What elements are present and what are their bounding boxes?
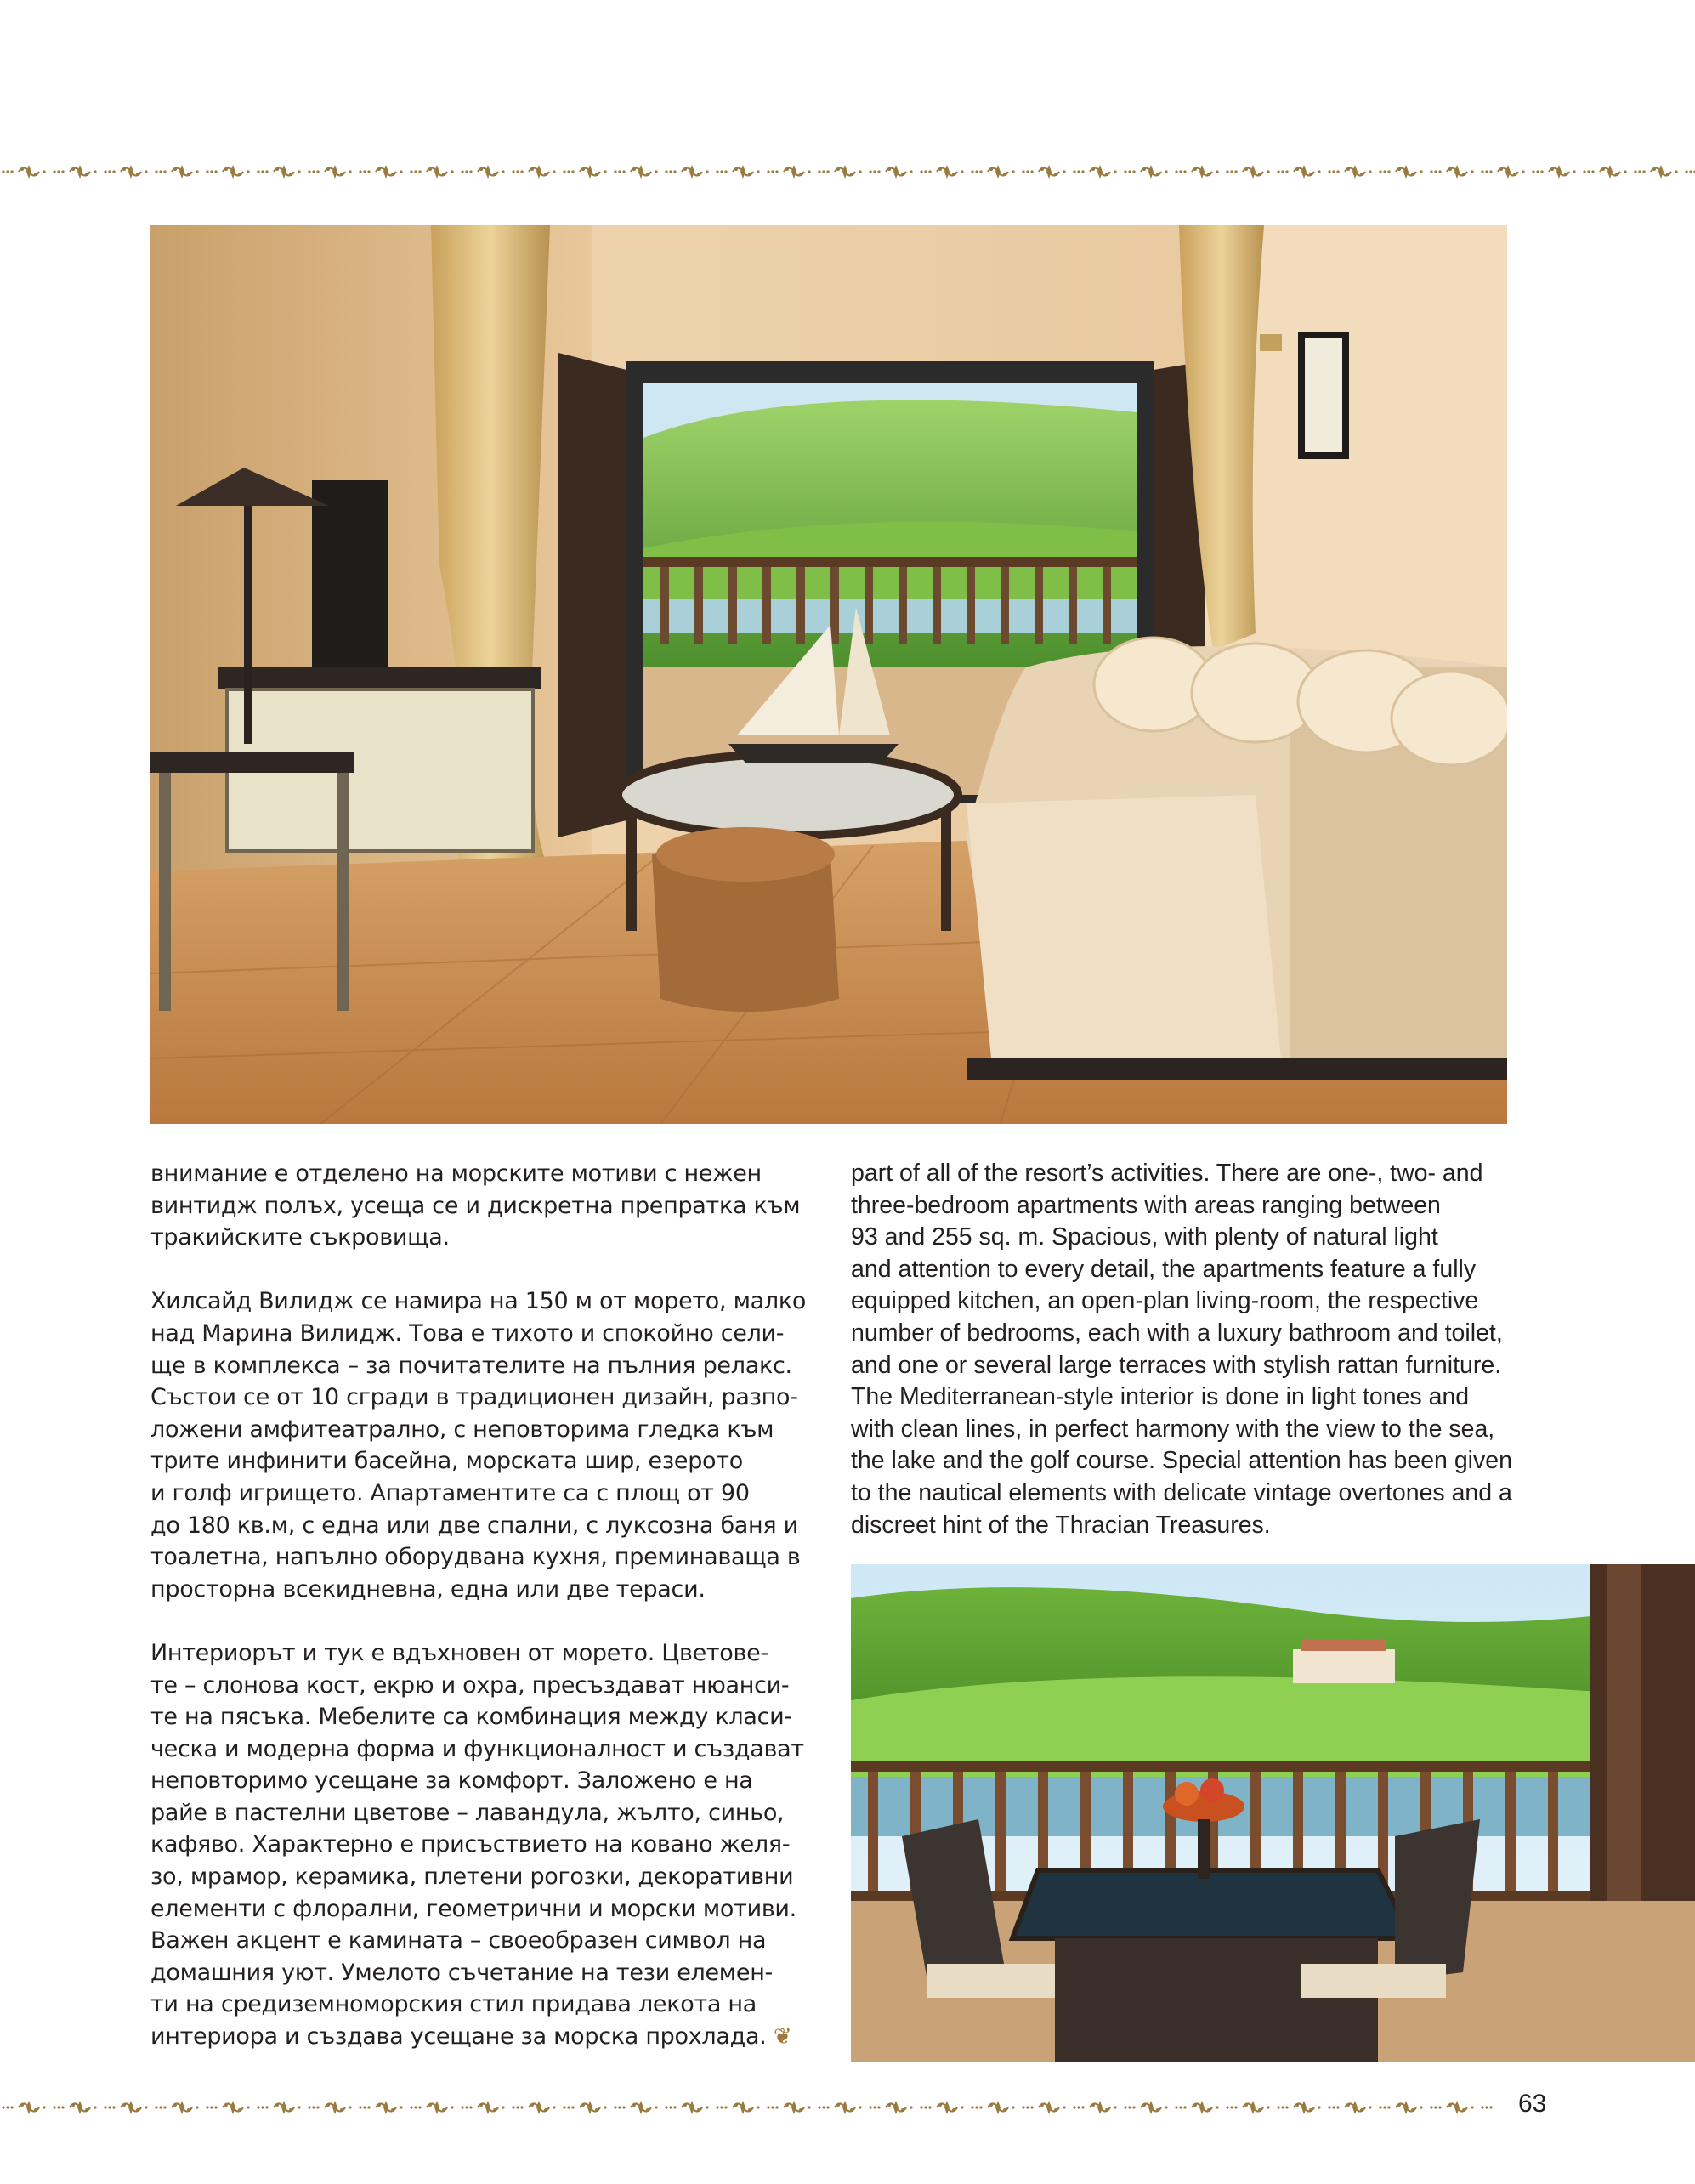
text-line: Важен акцент е камината – своеобразен символ на [150, 1927, 767, 1954]
ornamental-border-bottom [0, 2096, 1496, 2119]
bulgarian-paragraph-3 [150, 1637, 813, 2054]
text-line: and attention to every detail, the apartments feature a fully [851, 1255, 1477, 1283]
bulgarian-text-column [150, 1158, 813, 2085]
text-line: ще в комплекса – за почитателите на пълния релакс. [150, 1352, 792, 1379]
end-mark-icon: ❦ [773, 2024, 792, 2051]
living-room-photo [150, 225, 1507, 1124]
text-line: те на пясъка. Мебелите са комбинация между класи- [150, 1704, 792, 1731]
text-line: неповторимо усещане за комфорт. Заложено е на [150, 1767, 753, 1795]
text-line: discreet hint of the Thracian Treasures. [851, 1511, 1271, 1539]
bulgarian-paragraph-1 [150, 1158, 813, 1254]
text-line: и голф игрището. Апартаментите са с площ от 90 [150, 1479, 750, 1506]
text-line: Състои се от 10 сгради в традиционен дизайн, разпо- [150, 1384, 798, 1411]
text-line: and one or several large terraces with stylish rattan furniture. [851, 1351, 1502, 1379]
text-line-content: интериора и създава усещане за морска прохлада. [150, 2023, 767, 2051]
text-line: equipped kitchen, an open-plan living-room, the respective [851, 1287, 1479, 1315]
text-line: number of bedrooms, each with a luxury bathroom and toilet, [851, 1319, 1503, 1347]
text-line: тракийските съкровища. [150, 1224, 450, 1251]
english-paragraph [851, 1158, 1514, 1541]
text-line: винтидж полъх, усеща се и дискретна препратка към [150, 1192, 801, 1219]
ornamental-border-top [0, 160, 1695, 184]
text-line: Интериорът и тук е вдъхновен от морето. Цветове- [150, 1639, 768, 1666]
text-line: те – слонова кост, екрю и охра, пресъздават нюанси- [150, 1671, 790, 1699]
text-line: елементи с флорални, геометрични и морски мотиви. [150, 1895, 796, 1922]
text-line: the lake and the golf course. Special attention has been given [851, 1447, 1512, 1475]
text-line: three-bedroom apartments with areas ranging between [851, 1191, 1441, 1219]
text-line: 93 and 255 sq. m. Spacious, with plenty of natural light [851, 1223, 1438, 1251]
text-line: part of all of the resort’s activities. There are one-, two- and [851, 1160, 1483, 1187]
text-line: Хилсайд Вилидж се намира на 150 м от морето, малко [150, 1288, 807, 1315]
text-line: зо, мрамор, керамика, плетени рогозки, декоративни [150, 1863, 794, 1891]
text-line: кафяво. Характерно е присъствието на ковано желя- [150, 1831, 791, 1858]
page-number: 63 [1518, 2090, 1547, 2118]
text-line: to the nautical elements with delicate vintage overtones and a [851, 1478, 1512, 1506]
text-line: The Mediterranean-style interior is done in light tones and [851, 1383, 1470, 1411]
text-line: тоалетна, напълно оборудвана кухня, преминаваща в [150, 1544, 801, 1571]
text-line: трите инфинити басейна, морската шир, езерото [150, 1448, 743, 1475]
text-line: with clean lines, in perfect harmony with the view to the sea, [851, 1415, 1495, 1443]
text-line: райе в пастелни цветове – лавандула, жълто, синьо, [150, 1799, 785, 1826]
english-text-column [851, 1158, 1514, 1574]
text-line: ческа и модерна форма и функционалност и създават [150, 1735, 804, 1762]
terrace-photo [851, 1564, 1695, 2062]
bulgarian-paragraph-2 [150, 1285, 813, 1605]
text-line: ти на средиземноморския стил придава лекота на [150, 1991, 757, 2018]
text-line: домашния уют. Умелото съчетание на тези елемен- [150, 1959, 773, 1986]
text-line: внимание е отделено на морските мотиви с нежен [150, 1160, 762, 1187]
text-line: просторна всекидневна, една или две тераси. [150, 1575, 706, 1603]
text-line: до 180 кв.м, с една или две спални, с луксозна баня и [150, 1512, 798, 1539]
text-line: над Марина Вилидж. Това е тихото и спокойно сели- [150, 1319, 785, 1347]
text-line: ложени амфитеатрално, с неповторима гледка към [150, 1415, 774, 1443]
text-line [150, 2021, 813, 2054]
